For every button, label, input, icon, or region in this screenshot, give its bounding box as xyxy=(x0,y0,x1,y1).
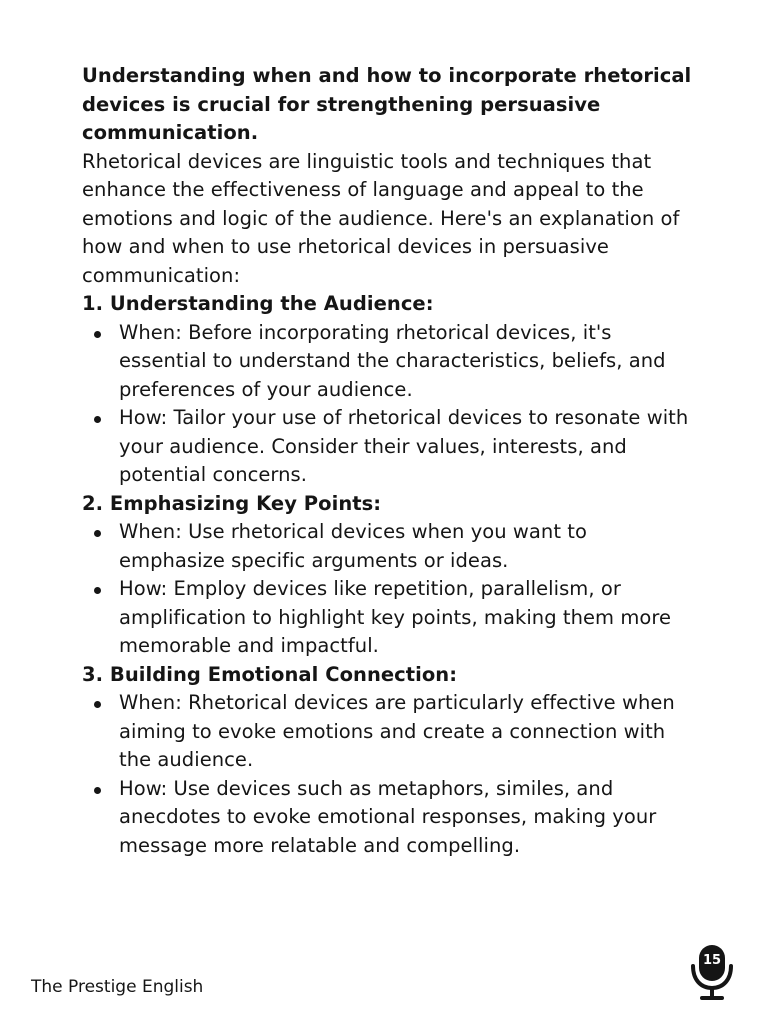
section-emotional-connection xyxy=(82,661,694,861)
bullet-icon xyxy=(94,587,101,594)
bullet-icon xyxy=(94,530,101,537)
list-item xyxy=(82,575,694,661)
section-key-points xyxy=(82,490,694,661)
section-heading: 3. Building Emotional Connection: xyxy=(82,662,458,686)
bullet-text: How: Employ devices like repetition, parallelism, or amplification to highlight key points, making them more memorable and impactful. xyxy=(119,577,672,657)
bullet-icon xyxy=(94,331,101,338)
list-item xyxy=(82,404,694,490)
list-item xyxy=(82,775,694,861)
list-item xyxy=(82,518,694,575)
page-number: 15 xyxy=(702,953,722,968)
list-item xyxy=(82,319,694,405)
section-heading: 2. Emphasizing Key Points: xyxy=(82,491,382,515)
bullet-list xyxy=(82,518,694,661)
bullet-icon xyxy=(94,416,101,423)
bullet-text: When: Use rhetorical devices when you want to emphasize specific arguments or ideas. xyxy=(119,520,587,572)
bullet-text: When: Rhetorical devices are particularly effective when aiming to evoke emotions and create a connection with the audience. xyxy=(119,691,675,771)
bullet-icon xyxy=(94,787,101,794)
intro-paragraph: Rhetorical devices are linguistic tools and techniques that enhance the effectiveness of language and appeal to the emotions and logic of the audience. Here's an explanation of how and when to use rhetorical devices in persuasive communication: xyxy=(82,149,680,287)
bullet-text: How: Use devices such as metaphors, similes, and anecdotes to evoke emotional responses, making your message more relatable and compelling. xyxy=(119,776,657,857)
document-body xyxy=(82,62,694,860)
intro-heading: Understanding when and how to incorporate rhetorical devices is crucial for strengthening persuasive communication. xyxy=(82,64,692,144)
bullet-icon xyxy=(94,701,101,708)
bullet-list xyxy=(82,689,694,860)
list-item xyxy=(82,689,694,775)
bullet-text: When: Before incorporating rhetorical devices, it's essential to understand the characteristics, beliefs, and preferences of your audience. xyxy=(119,320,666,401)
section-heading: 1. Understanding the Audience: xyxy=(82,292,434,315)
bullet-list xyxy=(82,319,694,490)
section-audience xyxy=(82,290,694,490)
page-badge xyxy=(688,944,736,1002)
footer-brand: The Prestige English xyxy=(31,977,204,997)
bullet-text: How: Tailor your use of rhetorical devices to resonate with your audience. Consider their values, interests, and potential concerns. xyxy=(119,406,689,486)
